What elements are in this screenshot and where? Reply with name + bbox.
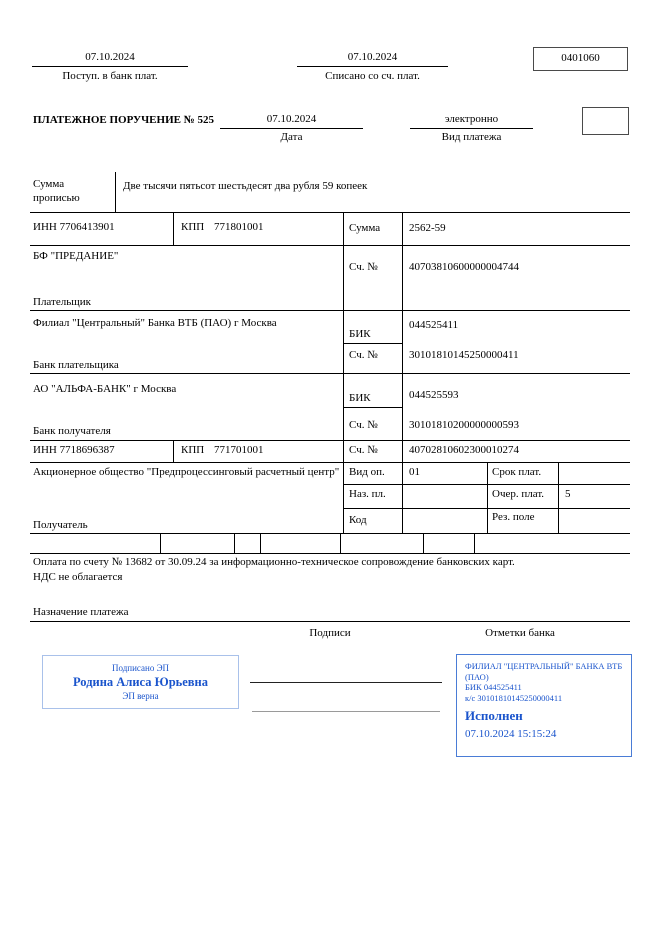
priority-value: 5: [565, 488, 571, 500]
payee-bank-bik-label: БИК: [349, 392, 371, 404]
table-border: [340, 533, 341, 553]
payee-bank-label: Банк получателя: [33, 425, 111, 437]
payer-bank-bik: 044525411: [409, 319, 459, 331]
esign-name: Родина Алиса Юрьевна: [72, 674, 209, 689]
payer-bank-account-label: Сч. №: [349, 349, 378, 361]
table-border: [30, 245, 630, 246]
esign-line1: Подписано ЭП: [111, 662, 170, 673]
reserve-field-label: Рез. поле: [492, 511, 535, 523]
debited-date-underline: [297, 66, 448, 67]
payment-kind-underline: [410, 128, 533, 129]
bank-execution-stamp: [456, 654, 632, 757]
form-code: 0401060: [561, 52, 600, 64]
payment-kind-value: электронно: [444, 113, 499, 125]
op-kind-label: Вид оп.: [349, 466, 385, 478]
payer-bank-account: 30101810145250000411: [409, 349, 519, 361]
bank-stamp-bank-name: ФИЛИАЛ "ЦЕНТРАЛЬНЫЙ" БАНКА ВТБ (ПАО): [465, 661, 623, 682]
payee-bank-name: АО "АЛЬФА-БАНК" г Москва: [33, 383, 177, 395]
bank-stamp-status: Исполнен: [465, 708, 523, 723]
amount-words-value: Две тысячи пятьсот шестьдесят два рубля 59 копеек: [123, 180, 368, 192]
payer-bank-name: Филиал "Центральный" Банка ВТБ (ПАО) г Москва: [33, 317, 277, 329]
purpose-code-label: Наз. пл.: [349, 488, 386, 500]
status-code-box: [582, 107, 629, 135]
amount-words-label: Сумма прописью: [33, 178, 80, 204]
table-border: [260, 533, 261, 553]
bank-marks-label: Отметки банка: [485, 627, 555, 639]
electronic-signature-stamp: [42, 655, 239, 709]
payee-name: Акционерное общество "Предпроцессинговый расчетный центр": [33, 466, 340, 478]
table-border: [343, 212, 344, 533]
table-border: [30, 212, 630, 213]
payer-bank-bik-label: БИК: [349, 328, 371, 340]
table-border: [343, 343, 402, 344]
purpose-underline: [30, 621, 630, 622]
table-border: [30, 310, 630, 311]
table-border: [30, 440, 630, 441]
purpose-line1: Оплата по счету № 13682 от 30.09.24 за информационно-техническое сопровождение банковских карт.: [33, 556, 515, 568]
sum-value: 2562-59: [409, 222, 446, 234]
received-date-underline: [32, 66, 188, 67]
table-border: [173, 212, 174, 245]
bank-stamp-bik: БИК 044525411: [465, 682, 522, 692]
signature-line-2: [252, 711, 440, 712]
table-border: [30, 553, 630, 554]
payee-bank-bik: 044525593: [409, 389, 459, 401]
table-border: [343, 407, 402, 408]
signature-line-1: [250, 682, 442, 683]
bank-stamp-datetime: 07.10.2024 15:15:24: [465, 728, 557, 740]
payer-inn: ИНН 7706413901: [33, 221, 115, 233]
date-label: Дата: [280, 131, 303, 143]
payee-inn: ИНН 7718696387: [33, 444, 115, 456]
esign-line3: ЭП верна: [122, 690, 159, 701]
debited-label: Списано со сч. плат.: [325, 70, 420, 82]
form-code-box: [533, 47, 628, 71]
signatures-label: Подписи: [309, 627, 351, 639]
purpose-line2: НДС не облагается: [33, 571, 123, 583]
payment-kind-label: Вид платежа: [441, 131, 502, 143]
payer-account: 40703810600000004744: [409, 261, 519, 273]
payee-kpp-label: КПП: [181, 444, 205, 456]
document-date: 07.10.2024: [266, 113, 317, 125]
table-border: [234, 533, 235, 553]
table-border: [558, 462, 559, 533]
bank-stamp-corr-account: к/с 30101810145250000411: [465, 692, 563, 703]
payer-account-label: Сч. №: [349, 261, 378, 273]
table-border: [474, 533, 475, 553]
table-border: [487, 462, 488, 533]
payee-bank-account: 30101810200000000593: [409, 419, 519, 431]
payee-account: 40702810602300010274: [409, 444, 519, 456]
due-date-label: Срок плат.: [492, 466, 542, 478]
payer-bank-label: Банк плательщика: [33, 359, 119, 371]
table-border: [30, 462, 630, 463]
table-border: [160, 533, 161, 553]
payee-kpp: 771701001: [214, 444, 264, 456]
table-border: [402, 212, 403, 533]
payee-label: Получатель: [33, 519, 88, 531]
received-in-bank-date: 07.10.2024: [85, 51, 135, 63]
received-in-bank-label: Поступ. в банк плат.: [62, 70, 158, 82]
sum-label: Сумма: [349, 222, 381, 234]
table-border: [423, 533, 424, 553]
code-label: Код: [349, 514, 367, 526]
document-date-underline: [220, 128, 363, 129]
table-border: [30, 373, 630, 374]
debited-date: 07.10.2024: [347, 51, 398, 63]
payer-label: Плательщик: [33, 296, 91, 308]
payee-account-label: Сч. №: [349, 444, 378, 456]
table-border: [30, 533, 630, 534]
priority-label: Очер. плат.: [492, 488, 545, 500]
document-title: ПЛАТЕЖНОЕ ПОРУЧЕНИЕ № 525: [33, 114, 215, 126]
amount-words-divider: [115, 172, 116, 212]
table-border: [173, 440, 174, 462]
payer-kpp: 771801001: [214, 221, 264, 233]
payer-name: БФ "ПРЕДАНИЕ": [33, 250, 119, 262]
payee-bank-account-label: Сч. №: [349, 419, 378, 431]
purpose-label: Назначение платежа: [33, 606, 129, 618]
payer-kpp-label: КПП: [181, 221, 205, 233]
op-kind-value: 01: [409, 466, 420, 478]
